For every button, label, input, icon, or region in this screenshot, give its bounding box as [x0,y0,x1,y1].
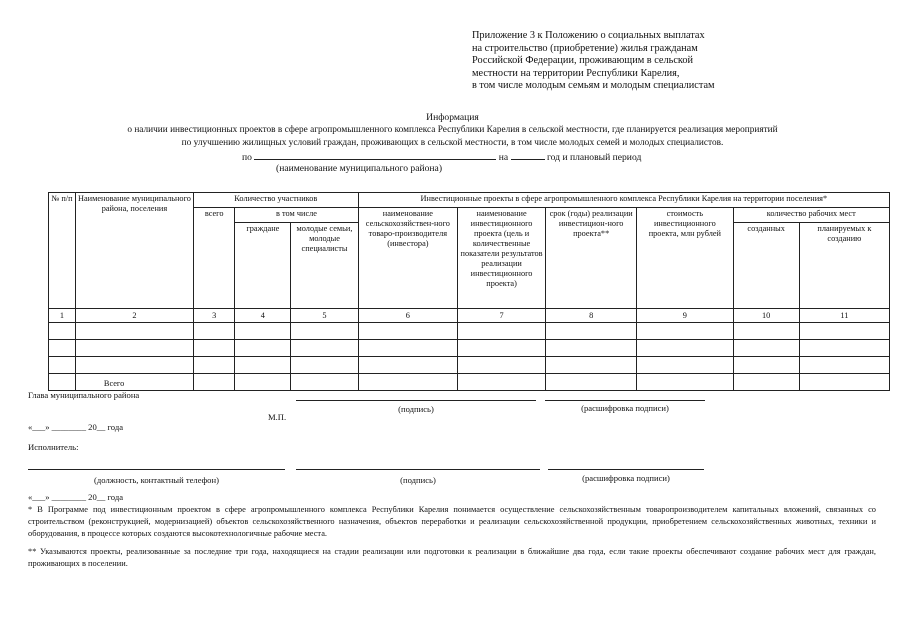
table-cell[interactable] [733,357,799,374]
head-date[interactable]: «___» ________ 20__ года [28,422,124,432]
table-cell[interactable] [291,374,358,391]
table-cell[interactable] [733,374,799,391]
executor-date[interactable]: «___» ________ 20__ года [28,492,124,502]
table-cell[interactable] [458,374,546,391]
na-label: на [498,152,509,163]
column-number: 7 [458,309,546,323]
total-label: Всего [75,374,193,391]
table-cell[interactable] [291,340,358,357]
table-cell[interactable] [49,340,76,357]
table-row [49,357,890,374]
table-cell[interactable] [546,374,637,391]
table-cell[interactable] [799,374,889,391]
table-cell[interactable] [733,340,799,357]
header-participants: Количество участников [193,193,358,208]
table-cell[interactable] [546,323,637,340]
table-cell[interactable] [291,357,358,374]
column-number: 2 [75,309,193,323]
header-citizens: граждане [235,223,291,309]
head-decode-line[interactable] [545,400,705,401]
column-number: 5 [291,309,358,323]
column-number: 4 [235,309,291,323]
table-cell[interactable] [799,340,889,357]
header-total: всего [193,208,234,309]
year-text: год и плановый период [546,152,642,163]
table-cell[interactable] [458,340,546,357]
column-number: 11 [799,309,889,323]
table-cell[interactable] [235,340,291,357]
column-number: 10 [733,309,799,323]
table-cell[interactable] [193,374,234,391]
table-cell[interactable] [637,340,733,357]
executor-position-caption: (должность, контактный телефон) [94,475,219,485]
table-cell[interactable] [458,323,546,340]
table-cell[interactable] [637,323,733,340]
document-heading: Информация [426,112,479,123]
appendix-line: в том числе молодым семьям и молодым специалистам [472,80,715,91]
table-cell[interactable] [49,357,76,374]
table-cell[interactable] [799,357,889,374]
head-label: Глава муниципального района [28,390,140,400]
table-cell[interactable] [193,340,234,357]
table-cell[interactable] [49,374,76,391]
document-title-line2: по улучшению жилищных условий граждан, проживающих в сельской местности, в том числе молодых семей и молодых специалистов. [181,138,724,148]
municipal-blank [254,150,496,160]
table-cell[interactable] [358,340,457,357]
executor-position-line[interactable] [28,469,285,470]
header-period: срок (годы) реализации инвестицион-ного проекта** [546,208,637,309]
table-cell[interactable] [75,340,193,357]
head-signature-line[interactable] [296,400,536,401]
appendix-line: на строительство (приобретение) жилья гражданам [472,42,698,54]
header-name: Наименование муниципального района, поселения [75,193,193,309]
table-row [49,323,890,340]
table-cell[interactable] [358,374,457,391]
executor-signature-line[interactable] [296,469,540,470]
header-planned: планируемых к созданию [799,223,889,309]
table-cell[interactable] [235,323,291,340]
column-number: 1 [49,309,76,323]
table-cell[interactable] [458,357,546,374]
table-cell[interactable] [235,357,291,374]
executor-signature-caption: (подпись) [400,475,436,485]
year-blank [511,150,545,160]
table-cell[interactable] [193,323,234,340]
column-number: 9 [637,309,733,323]
table-cell[interactable] [75,323,193,340]
appendix-line: Приложение 3 к Положению о социальных выплатах [472,30,705,41]
table-cell[interactable] [546,340,637,357]
table-cell[interactable] [235,374,291,391]
municipal-caption: (наименование муниципального района) [276,163,443,174]
table-cell[interactable] [546,357,637,374]
footnote-2: ** Указываются проекты, реализованные за последние три года, находящиеся на стадии реализации или подготовки к реализации в ближайшие два года, если такие проекты обеспечивают создание рабочих мест для граждан, проживающих в поселении. [28,547,876,569]
executor-decode-caption: (расшифровка подписи) [582,473,670,483]
header-jobs: количество рабочих мест [733,208,890,223]
investment-table [48,192,890,391]
table-cell[interactable] [75,357,193,374]
table-cell[interactable] [358,323,457,340]
table-cell[interactable] [291,323,358,340]
header-cost: стоимость инвестиционного проекта, млн рублей [637,208,733,309]
table-cell[interactable] [799,323,889,340]
head-signature-caption: (подпись) [398,404,434,414]
header-created: созданных [733,223,799,309]
stamp-place: М.П. [268,412,287,422]
table-cell[interactable] [49,323,76,340]
head-decode-caption: (расшифровка подписи) [581,403,669,413]
header-num: № п/п [49,193,76,309]
table-cell[interactable] [637,374,733,391]
header-including: в том числе [235,208,358,223]
header-projects: Инвестиционные проекты в сфере агропромышленного комплекса Республики Карелия на территории поселения* [358,193,889,208]
header-project: наименование инвестиционного проекта (цель и количественные показатели результатов реализации инвестиционного проекта) [458,208,546,309]
total-row [49,374,890,391]
table-cell[interactable] [193,357,234,374]
column-number: 6 [358,309,457,323]
period-line [242,150,641,164]
table-cell[interactable] [358,357,457,374]
executor-label: Исполнитель: [28,442,79,452]
header-young: молодые семьи, молодые специалисты [291,223,358,309]
table-row [49,340,890,357]
appendix-line: местности на территории Республики Карелия, [472,67,680,79]
column-number: 8 [546,309,637,323]
document-title-line1: о наличии инвестиционных проектов в сфере агропромышленного комплекса Республики Карелия в сельской местности, где планируется реализация мероприятий [127,125,778,135]
appendix-line: Российской Федерации, проживающим в сельской [472,55,694,66]
column-number: 3 [193,309,234,323]
table-cell[interactable] [637,357,733,374]
appendix-block [472,30,715,93]
executor-decode-line[interactable] [548,469,704,470]
footnote-1: * В Программе под инвестиционным проектом в сфере агропромышленного комплекса Республики Карелия понимается осуществление сельскохозяйственным товаропроизводителем капитальных вложений, связанных со строительством (реконструкцией, модернизацией) объектов сельскохозяйственного назначения, объектов переработки и реализации сельскохозяйственной продукции, приобретением сельскохозяйственных животных, техники и оборудования, в процессе которых создаются высокотехнологичные рабочие места. [28,505,876,539]
po-label: по [242,152,252,163]
header-producer: наименование сельскохозяйствен-ного товаро-производителя (инвестора) [358,208,457,309]
table-cell[interactable] [733,323,799,340]
